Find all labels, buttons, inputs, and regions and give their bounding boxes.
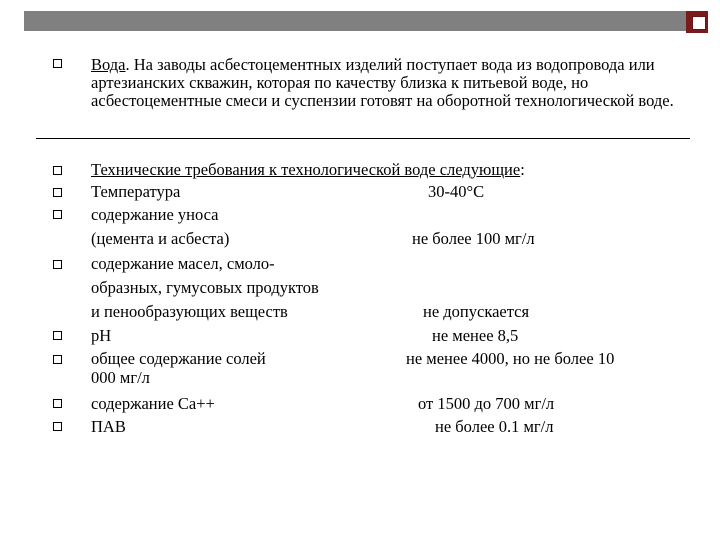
requirement-value: не менее 8,5 <box>432 326 519 345</box>
divider <box>36 138 690 139</box>
bullet-square-icon <box>53 355 62 364</box>
bullet-square-icon <box>53 166 62 175</box>
requirements-heading <box>91 161 525 179</box>
requirement-label: и пенообразующих веществ <box>91 302 288 321</box>
requirement-value: не более 100 мг/л <box>412 229 535 248</box>
requirement-label: содержание Са++ <box>91 394 215 413</box>
intro-paragraph <box>91 56 691 110</box>
requirement-label: Температура <box>91 182 181 201</box>
requirements-heading-colon: : <box>520 160 525 179</box>
bullet-square-icon <box>53 260 62 269</box>
requirement-label: содержание уноса <box>91 205 219 224</box>
requirement-value: от 1500 до 700 мг/л <box>418 394 555 413</box>
requirement-value: 30-40°C <box>428 182 485 201</box>
title-bar <box>24 11 688 31</box>
bullet-square-icon <box>53 188 62 197</box>
requirement-value: не менее 4000, но не более 10 <box>406 349 615 368</box>
intro-body: . На заводы асбестоцементных изделий поступает вода из водопровода или артезианских скважин, которая по качеству близка к питьевой воде, но асбестоцементные смеси и суспензии готовят на оборотной технологической воде. <box>91 55 674 110</box>
requirement-label: общее содержание солей <box>91 349 266 368</box>
intro-title: Вода <box>91 55 126 74</box>
bullet-square-icon <box>53 399 62 408</box>
requirement-label: (цемента и асбеста) <box>91 229 230 248</box>
bullet-square-icon <box>53 59 62 68</box>
bullet-square-icon <box>53 331 62 340</box>
requirement-label: образных, гумусовых продуктов <box>91 278 319 297</box>
requirements-heading-text: Технические требования к технологической воде следующие <box>91 160 521 179</box>
corner-square-icon <box>692 16 706 30</box>
requirement-label: ПАВ <box>91 417 126 436</box>
bullet-square-icon <box>53 210 62 219</box>
requirement-label: pH <box>91 326 112 345</box>
bullet-square-icon <box>53 422 62 431</box>
requirement-label: содержание масел, смоло- <box>91 254 275 273</box>
requirement-label: 000 мг/л <box>91 368 150 387</box>
requirement-value: не допускается <box>423 302 530 321</box>
requirement-value: не более 0.1 мг/л <box>435 417 554 436</box>
